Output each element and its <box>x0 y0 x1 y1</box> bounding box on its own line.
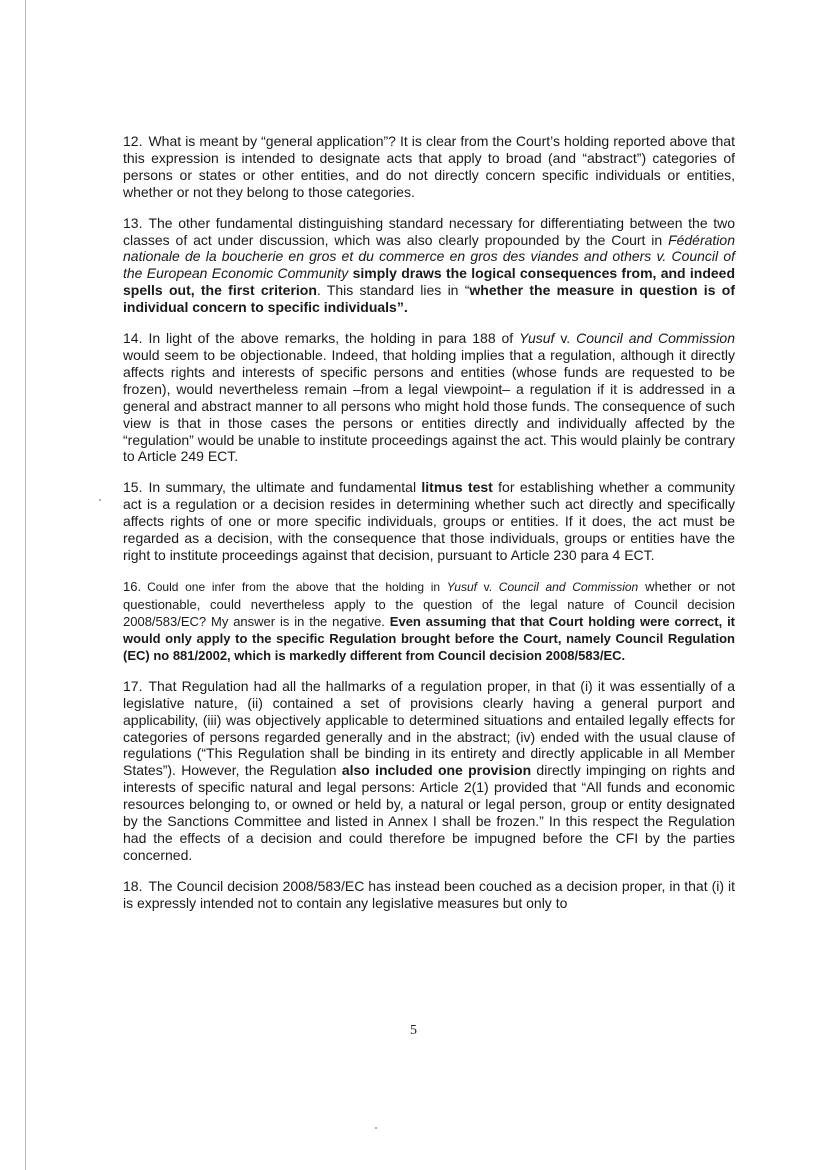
scan-edge-line <box>25 0 26 1170</box>
paragraph-text-segment: That Regulation had all the hallmarks of a regulation proper, in that (i) it was essentially of a legislative nature, (ii) contained a set of provisions clearly having a general purport and applicability, (iii) was objectively applicable to determined situations and entailed legally effects for categories of persons regarded generally and in the abstract; (iv) ended with the usual clause of regulations (“This Regulation shall be binding in its entirety and directly applicable in all Member States”). However, the Regulation <box>123 677 735 779</box>
paragraph-6 <box>123 878 735 912</box>
paragraph-text-segment: v. <box>554 330 577 347</box>
paragraph-text-segment: The Council decision 2008/583/EC has instead been couched as a decision proper, in that (i) it is expressly intended not to contain any legislative measures but only to <box>123 877 735 911</box>
paragraph-number: 18. <box>123 877 143 894</box>
paragraph-text-segment: Even assuming that that Court holding were correct, it would only apply to the specific Regulation brought before the Court, namely Council Regulation (EC) no 881/2002, which is markedly different from Council decision 2008/583/EC. <box>123 613 736 663</box>
paragraph-text-segment: Fédération nationale de la boucherie en gros et du commerce en gros des viandes and others v. Council of the European Economic Community <box>123 231 735 282</box>
scan-speck <box>375 1127 377 1129</box>
paragraph-number: 14. <box>123 330 143 347</box>
paragraph-4 <box>123 578 735 664</box>
paragraph-number: 12. <box>123 133 143 149</box>
paragraph-number: 16. <box>123 578 142 594</box>
paragraph-text-segment: . This standard lies in “ <box>316 282 470 299</box>
paragraph-text-segment: Could one infer from the above that the holding in <box>147 579 447 594</box>
paragraph-text-segment: The other fundamental distinguishing standard necessary for differentiating between the two classes of act under discussion, which was also clearly propounded by the Court in <box>123 214 735 248</box>
paragraph-0 <box>123 133 735 201</box>
paragraph-1 <box>123 215 735 316</box>
paragraph-text-segment: litmus test <box>421 479 493 496</box>
document-page <box>123 133 735 926</box>
paragraph-text-segment: In summary, the ultimate and fundamental <box>148 479 422 496</box>
paragraph-5 <box>123 678 735 864</box>
paragraph-number: 13. <box>123 214 143 231</box>
scan-speck <box>99 499 101 501</box>
paragraph-text-segment: In light of the above remarks, the holding in para 188 of <box>148 330 520 347</box>
paragraph-text-segment: for establishing whether a community act is a regulation or a decision resides in determining whether such act directly and specifically affects rights of one or more specific individuals, groups or entities. If it does, the act must be regarded as a decision, with the consequence that those individuals, groups or entities have the right to institute proceedings against that decision, pursuant to Article 230 para 4 ECT. <box>123 479 736 563</box>
paragraph-text-segment: What is meant by “general application”? It is clear from the Court’s holding reported above that this expression is intended to designate acts that apply to broad (and “abstract”) categories of persons or states or other entities, and do not directly concern specific individuals or entities, whether or not they belong to those categories. <box>123 133 735 200</box>
paragraph-text-segment: directly impinging on rights and interests of specific natural and legal persons: Article 2(1) provided that “All funds and economic resources belonging to, or owned or held by, a natural or legal person, group or entity designated by the Sanctions Committee and listed in Annex I shall be frozen.” In this respect the Regulation had the effects of a decision and could therefore be impugned before the CFI by the parties concerned. <box>123 762 735 863</box>
paragraph-text-segment: v. <box>476 579 499 594</box>
paragraph-text-segment: simply draws the logical consequences from, and indeed spells out, the first criterion <box>123 265 735 299</box>
paragraph-text-segment: would seem to be objectionable. Indeed, that holding implies that a regulation, although it directly affects rights and interests of specific persons and entities (whose funds are requested to be frozen), would nevertheless remain –from a legal viewpoint– a regulation if it is addressed in a general and abstract manner to all persons who might hold those funds. The consequence of such view is that in those cases the persons or entities directly and individually affected by the “regulation” would be unable to institute proceedings against the act. This would plainly be contrary to Article 249 ECT. <box>123 346 735 465</box>
paragraph-3 <box>123 479 735 564</box>
paragraph-text-segment: also included one provision <box>341 762 532 779</box>
page-number: 5 <box>410 1023 417 1038</box>
paragraph-number: 15. <box>123 479 143 496</box>
paragraph-text-segment: Council and Commission <box>498 579 639 594</box>
paragraph-text-segment: Yusuf <box>446 579 477 594</box>
paragraph-2 <box>123 330 735 465</box>
paragraph-text-segment: Yusuf <box>519 330 555 347</box>
paragraph-text-segment: Council and Commission <box>576 330 735 347</box>
paragraph-text-segment: whether or not questionable, could nevertheless apply to the question of the legal nature of Council decision 2008/583/EC? My answer is in the negative. <box>123 578 735 629</box>
paragraph-number: 17. <box>123 677 143 694</box>
paragraph-text-segment: whether the measure in question is of individual concern to specific individuals”. <box>123 282 735 316</box>
